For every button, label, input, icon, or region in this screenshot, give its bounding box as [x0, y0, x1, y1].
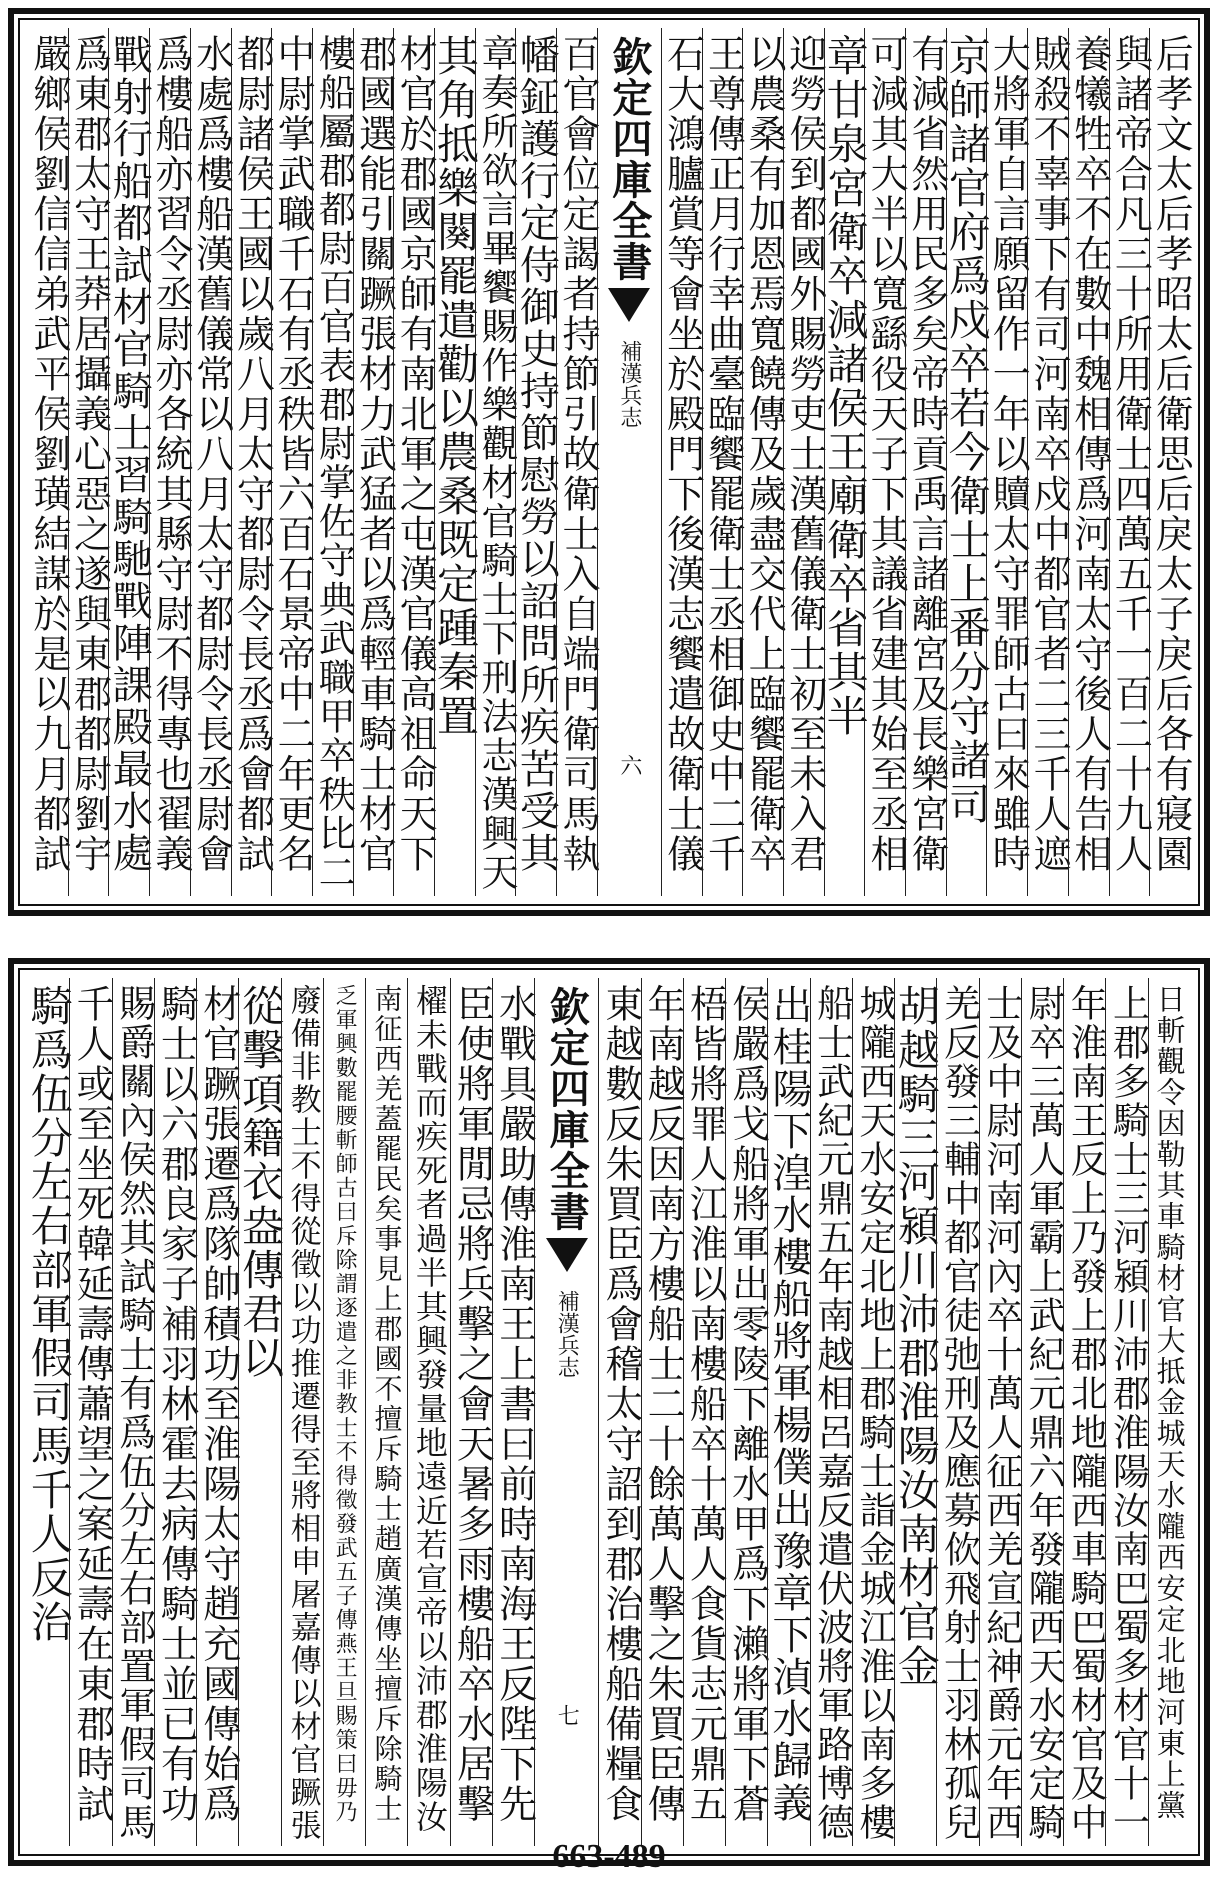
column-text: 章甘泉宮衛卒減諸侯王廟衛卒省其半 — [820, 34, 870, 738]
column-text: 乏軍興數罷腰斬師古曰斥除謂逐遣之非教士不得徵發武五子傳燕王旦賜策曰毋乃 — [332, 984, 358, 1824]
column-text: 爲東郡太守王莽居攝義心惡之遂與東郡都尉劉宇 — [67, 34, 112, 874]
column-text: 尉卒三萬人軍霸上武紀元鼎六年發隴西天水安定騎 — [1021, 984, 1065, 1842]
folio-number: 六 — [616, 754, 642, 776]
column-text: 大將軍自言願留作一年以贖太守罪師古曰來雖時 — [986, 34, 1031, 874]
text-column — [936, 978, 981, 1846]
column-text: 胡越騎三河潁川沛郡淮陽汝南材官金 — [891, 984, 941, 1688]
text-column — [942, 28, 992, 896]
text-column — [701, 28, 746, 896]
center-fold-column — [534, 978, 598, 1846]
fishtail-mark-icon — [608, 288, 650, 324]
column-text: 王尊傳正月行幸曲臺臨饗罷衛士丞相御史中二千 — [701, 34, 746, 874]
section-title: 補漢兵志 — [554, 1290, 580, 1378]
text-column — [904, 28, 949, 896]
folio-number: 七 — [554, 1704, 580, 1726]
column-text: 上郡多騎士三河潁川沛郡淮陽汝南巴蜀多材官十一 — [1106, 984, 1150, 1842]
text-column — [1026, 28, 1071, 896]
column-text: 船士武紀元鼎五年南越相呂嘉反遣伏波將軍路博德 — [810, 984, 854, 1842]
column-text: 樓船屬郡都尉百官表郡尉掌佐守典武職甲卒秩比二 — [312, 34, 356, 892]
column-text: 從擊項籍衣盎傳君以 — [236, 984, 286, 1380]
text-column — [450, 978, 495, 1846]
column-text: 年南越反因南方樓船士二十餘萬人擊之朱買臣傳 — [641, 984, 686, 1824]
column-text: 士及中尉河南河內卒十萬人征西羌宣紀神爵元年西 — [979, 984, 1023, 1842]
column-text: 材官於郡國京師有南北軍之屯漢官儀高祖命天下 — [393, 34, 438, 874]
column-text: 有減省然用民多矣帝時貢禹言諸離宮及長樂宮衛 — [904, 34, 949, 874]
text-column — [782, 28, 827, 896]
column-text: 賜爵關內侯然其試騎士有爲伍分左右部置軍假司馬 — [112, 984, 156, 1842]
text-column — [393, 28, 438, 896]
text-column — [852, 978, 894, 1846]
column-text: 日斬觀令因勒其車騎材官大抵金城天水隴西安定北地河東上黨 — [1152, 984, 1187, 1821]
column-text: 與諸帝合凡三十所用衛士四萬五千一百二十九人 — [1108, 34, 1153, 874]
column-text: 材官蹶張遷爲隊帥積功至淮陽太守趙充國傳始爲 — [196, 984, 241, 1824]
text-column — [236, 978, 286, 1846]
text-column — [230, 28, 275, 896]
text-column — [1063, 978, 1108, 1846]
center-fold-column — [597, 28, 661, 896]
text-column — [660, 28, 705, 896]
column-text: 千人或至坐死韓延壽傳蕭望之案延壽在東郡時試 — [69, 984, 114, 1824]
text-column — [352, 28, 397, 896]
column-text: 章奏所欲言畢饗賜作樂觀材官騎士下刑法志漢興天 — [475, 34, 519, 892]
column-text: 嚴鄉侯劉信信弟武平侯劉璜結謀於是以九月都試 — [26, 34, 71, 874]
column-grid — [26, 28, 1194, 896]
text-column — [891, 978, 941, 1846]
text-column — [1067, 28, 1112, 896]
text-column — [765, 978, 812, 1846]
top-page — [0, 0, 1218, 930]
text-column — [430, 28, 480, 896]
text-column — [1149, 28, 1194, 896]
column-text: 戰射行船都試材官騎士習騎馳戰陣課殿最水處 — [106, 34, 153, 874]
column-text: 京師諸官府爲戍卒若今衛士上番分守諸司 — [942, 34, 992, 826]
text-column — [69, 978, 114, 1846]
text-column — [154, 978, 199, 1846]
column-text: 出桂陽下湟水樓船將軍楊僕出豫章下湞水歸義 — [765, 984, 812, 1824]
text-column — [979, 978, 1021, 1846]
column-text: 羌反發三輔中都官徒弛刑及應募佽飛射士羽林孤兒 — [937, 984, 981, 1842]
column-text: 其角抵樂闋罷遣勸以農桑既定踵秦置 — [430, 34, 480, 738]
page-frame — [8, 958, 1210, 1866]
column-text: 南征西羌蓋罷民矣事見上郡國不擅斥騎士趙廣漢傳坐擅斥除騎士 — [370, 984, 404, 1824]
text-column — [106, 28, 153, 896]
book-title: 欽定四庫全書 — [543, 986, 591, 1232]
text-column — [365, 978, 407, 1846]
text-column — [26, 28, 71, 896]
text-column — [555, 28, 600, 896]
column-text: 梧皆將罪人江淮以南樓船卒十萬人食貨志元鼎五 — [683, 984, 728, 1824]
column-text: 以農桑有加恩焉寬饒傳及歲盡交代上臨饗罷衛卒 — [742, 34, 787, 874]
column-text: 廢備非教士不得從徵以功推遷得至將相申屠嘉傳以材官蹶張 — [284, 984, 321, 1842]
column-text: 幡鉦護行定侍御史持節慰勞以詔問所疾苦受其 — [513, 34, 560, 874]
column-text: 中尉掌武職千石有丞秩皆六百石景帝中二年更名 — [271, 34, 316, 874]
text-column — [271, 28, 316, 896]
column-grid — [24, 978, 1190, 1846]
column-text: 郡國選能引關蹶張材力武猛者以爲輕車騎士材官 — [352, 34, 397, 874]
text-column — [323, 978, 365, 1846]
column-text: 爲樓船亦習令丞尉亦各統其縣守尉不得專也翟義 — [148, 34, 193, 874]
text-column — [281, 978, 323, 1846]
column-text: 水戰具嚴助傳淮南王上書曰前時南海王反陛下先 — [492, 984, 537, 1824]
column-text: 石大鴻臚賞等會坐於殿門下後漢志饗遣故衛士儀 — [660, 34, 705, 874]
text-column — [67, 28, 112, 896]
column-text: 賊殺不辜事下有司河南卒戍中都官者二三千人遮 — [1026, 34, 1071, 874]
text-column — [683, 978, 728, 1846]
text-column — [189, 28, 234, 896]
column-text: 侯嚴爲戈船將軍出零陵下離水甲爲下瀨將軍下蒼 — [725, 984, 770, 1824]
text-column — [864, 28, 909, 896]
page-number: 663-489 — [552, 1838, 666, 1875]
page-frame — [8, 8, 1210, 916]
text-column — [810, 978, 852, 1846]
text-column — [1108, 28, 1153, 896]
text-column — [513, 28, 560, 896]
text-column — [312, 28, 356, 896]
text-column — [1105, 978, 1150, 1846]
book-title: 欽定四庫全書 — [605, 36, 653, 282]
column-text: 百官會位定謁者持節引故衛士入自端門衛司馬執 — [555, 34, 600, 874]
column-text: 臣使將軍閒忌將兵擊之會天暑多雨樓船卒水居擊 — [450, 984, 495, 1824]
text-column — [641, 978, 686, 1846]
text-column — [148, 28, 193, 896]
text-column — [725, 978, 770, 1846]
column-text: 水處爲樓船漢舊儀常以八月太守都尉令長丞尉會 — [189, 34, 234, 874]
fishtail-mark-icon — [546, 1238, 588, 1274]
column-text: 騎爲伍分左右部軍假司馬千人反治 — [24, 984, 74, 1644]
text-column — [986, 28, 1031, 896]
text-column — [492, 978, 537, 1846]
text-column — [820, 28, 870, 896]
text-column — [196, 978, 241, 1846]
section-title: 補漢兵志 — [616, 340, 642, 428]
column-text: 迎勞侯到都國外賜勞吏士漢舊儀衛士初至未入君 — [782, 34, 827, 874]
text-column — [1021, 978, 1063, 1846]
text-column — [475, 28, 519, 896]
text-column — [112, 978, 154, 1846]
column-text: 都尉諸侯王國以歲八月太守都尉令長丞爲會都試 — [230, 34, 275, 874]
column-text: 騎士以六郡良家子補羽林霍去病傳騎士並已有功 — [154, 984, 199, 1824]
text-column — [1148, 978, 1190, 1846]
text-column — [407, 978, 449, 1846]
column-text: 東越數反朱買臣爲會稽太守詔到郡治樓船備糧食 — [598, 984, 643, 1824]
text-column — [598, 978, 643, 1846]
column-text: 可減其大半以寬繇役天子下其議省建其始至丞相 — [864, 34, 909, 874]
bottom-page — [0, 950, 1218, 1880]
column-text: 年淮南王反上乃發上郡北地隴西車騎巴蜀材官及中 — [1064, 984, 1108, 1842]
column-text: 后孝文太后孝昭太后衛思后戾太子戾后各有寢園 — [1149, 34, 1194, 874]
text-column — [24, 978, 74, 1846]
column-text: 櫂未戰而疾死者過半其興發量地遠近若宣帝以沛郡淮陽汝 — [410, 984, 449, 1834]
column-text: 養犧牲卒不在數中魏相傳爲河南太守後人有告相 — [1067, 34, 1112, 874]
text-column — [742, 28, 787, 896]
column-text: 城隴西天水安定北地上郡騎士詣金城江淮以南多樓 — [852, 984, 896, 1842]
